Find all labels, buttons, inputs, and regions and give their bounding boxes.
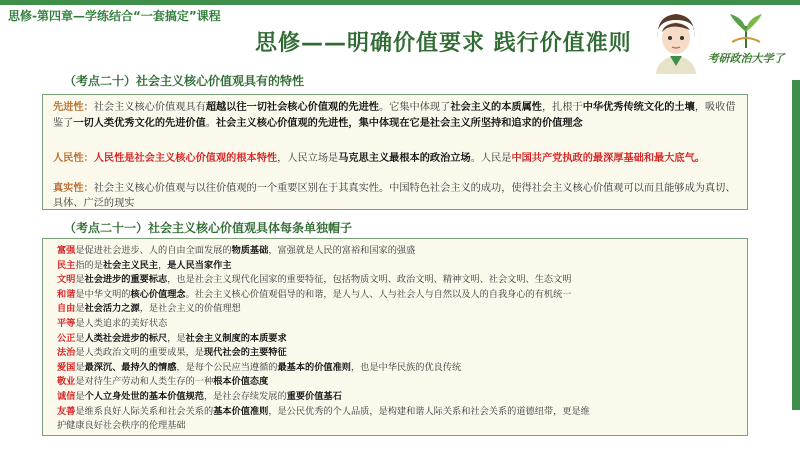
- value-keyword: 平等: [57, 318, 76, 329]
- value-keyword: 民主: [57, 259, 76, 271]
- list-item: [57, 274, 745, 286]
- list-item: [57, 333, 745, 345]
- list-item: [57, 376, 745, 388]
- value-text: 核心价值理念: [130, 288, 186, 300]
- value-text: 社会进步的重要标志: [84, 274, 168, 286]
- label-people: 人民性：: [53, 152, 94, 164]
- value-keyword: 文明: [57, 274, 76, 286]
- course-title: 思修-第四章—学练结合“一套搞定”课程: [8, 9, 221, 23]
- value-text: 是: [75, 361, 85, 373]
- value-text: 是对待生产劳动和人类生存的一种: [75, 376, 214, 388]
- value-keyword: 友善: [57, 405, 76, 417]
- value-text: ，是公民优秀的个人品质，是构建和谐人际关系和社会关系的道德纽带，更是维: [268, 405, 590, 417]
- list-item: [57, 245, 745, 257]
- label-advanced: 先进性：: [53, 101, 94, 113]
- values-box: [42, 238, 748, 436]
- teacher-avatar: [650, 8, 702, 74]
- value-text: 是人类追求的美好状态: [75, 318, 168, 329]
- characteristics-box: [42, 94, 748, 210]
- value-text: 是促进社会进步、人的自由全面发展的: [75, 245, 232, 256]
- value-text: 现代社会的主要特征: [204, 347, 287, 359]
- value-keyword: 敬业: [57, 376, 76, 388]
- value-text: 指的是: [75, 259, 103, 271]
- section-heading-20: （考点二十）社会主义核心价值观具有的特性: [64, 74, 305, 88]
- value-text: 根本价值态度: [213, 376, 269, 388]
- value-text: ，是社会存续发展的: [204, 391, 287, 402]
- value-text: 是: [75, 391, 85, 402]
- value-keyword: 公正: [57, 332, 76, 344]
- value-keyword: 富强: [57, 245, 76, 256]
- value-text: 是中华文明的: [75, 288, 131, 300]
- value-keyword: 自由: [57, 303, 76, 315]
- value-text: 是: [75, 332, 85, 344]
- section-heading-21: （考点二十一）社会主义核心价值观具体每条单独帽子: [64, 221, 353, 235]
- paragraph-advanced: 先进性：社会主义核心价值观具有超越以往一切社会核心价值观的先进性。它集中体现了社会主义的本质属性，扎根于中华优秀传统文化的土壤，吸收借鉴了一切人类优秀文化的先进价值。社会主义核心价值观的先进性，集中体现在它是社会主义所坚持和追求的价值理念: [53, 101, 736, 129]
- value-text: ，: [158, 259, 168, 271]
- list-item: [57, 362, 745, 374]
- list-item: [57, 318, 745, 330]
- list-item: [57, 303, 745, 315]
- value-text: 是: [75, 274, 85, 286]
- value-text: ，也是社会主义现代化国家的重要特征，包括物质文明、政治文明、精神文明、社会文明、生态文明: [167, 274, 572, 286]
- value-text: 基本价值准则: [213, 405, 269, 417]
- value-keyword: 爱国: [57, 361, 76, 373]
- value-keyword: 和谐: [57, 288, 76, 300]
- paragraph-reality: 真实性：社会主义核心价值观与以往价值观的一个重要区别在于其真实性。中国特色社会主义的成功，使得社会主义核心价值观可以而且能够成为真切、具体、广泛的现实: [53, 182, 736, 209]
- value-text: ，是每个公民应当遵循的: [176, 361, 278, 373]
- leaf-logo-icon: [700, 12, 792, 52]
- value-text: 人类社会进步的标尺: [84, 332, 168, 344]
- value-text: 是维系良好人际关系和社会关系的: [75, 405, 214, 417]
- page-title: 思修——明确价值要求 践行价值准则: [255, 31, 632, 56]
- logo-text: 考研政治大学了: [707, 52, 785, 65]
- list-item: [57, 347, 745, 359]
- brand-logo: [700, 12, 792, 68]
- value-text: ，是: [167, 332, 186, 344]
- value-text: ，富强就是人民的富裕和国家的强盛: [268, 245, 416, 256]
- label-reality: 真实性：: [53, 182, 94, 194]
- value-text: 。社会主义核心价值观倡导的和谐，是人与人、人与社会人与自然以及人的自我身心的有机统一: [185, 288, 572, 300]
- value-text: 重要价值基石: [286, 391, 342, 402]
- value-keyword: 诚信: [57, 391, 76, 402]
- list-item-last-line: 护健康良好社会秩序的伦理基础: [57, 420, 186, 431]
- value-text: 个人立身处世的基本价值规范: [84, 391, 204, 402]
- value-keyword: 法治: [57, 347, 76, 359]
- value-text: 社会主义民主: [102, 259, 159, 271]
- list-item: [57, 391, 745, 403]
- value-text: 社会主义制度的本质要求: [185, 332, 287, 344]
- list-item: [57, 260, 745, 272]
- value-text: 最深沉、最持久的情感: [84, 361, 177, 373]
- value-text: ，也是中华民族的优良传统: [351, 361, 462, 373]
- right-accent-bar: [792, 80, 800, 410]
- value-text: 是人类政治文明的重要成果，是: [75, 347, 204, 359]
- value-text: ，是社会主义的价值理想: [139, 303, 241, 315]
- value-text: 物质基础: [231, 245, 269, 256]
- value-text: 是人民当家作主: [167, 259, 232, 271]
- value-text: 最基本的价值准则: [277, 361, 351, 373]
- top-accent-bar: [0, 0, 800, 5]
- paragraph-people: 人民性：人民性是社会主义核心价值观的根本特性，人民立场是马克思主义最根本的政治立场。人民是中国共产党执政的最深厚基础和最大底气。: [53, 152, 705, 164]
- list-item: [57, 289, 745, 301]
- list-item: [57, 406, 745, 418]
- value-text: 是: [75, 303, 85, 315]
- value-text: 社会活力之源: [84, 303, 140, 315]
